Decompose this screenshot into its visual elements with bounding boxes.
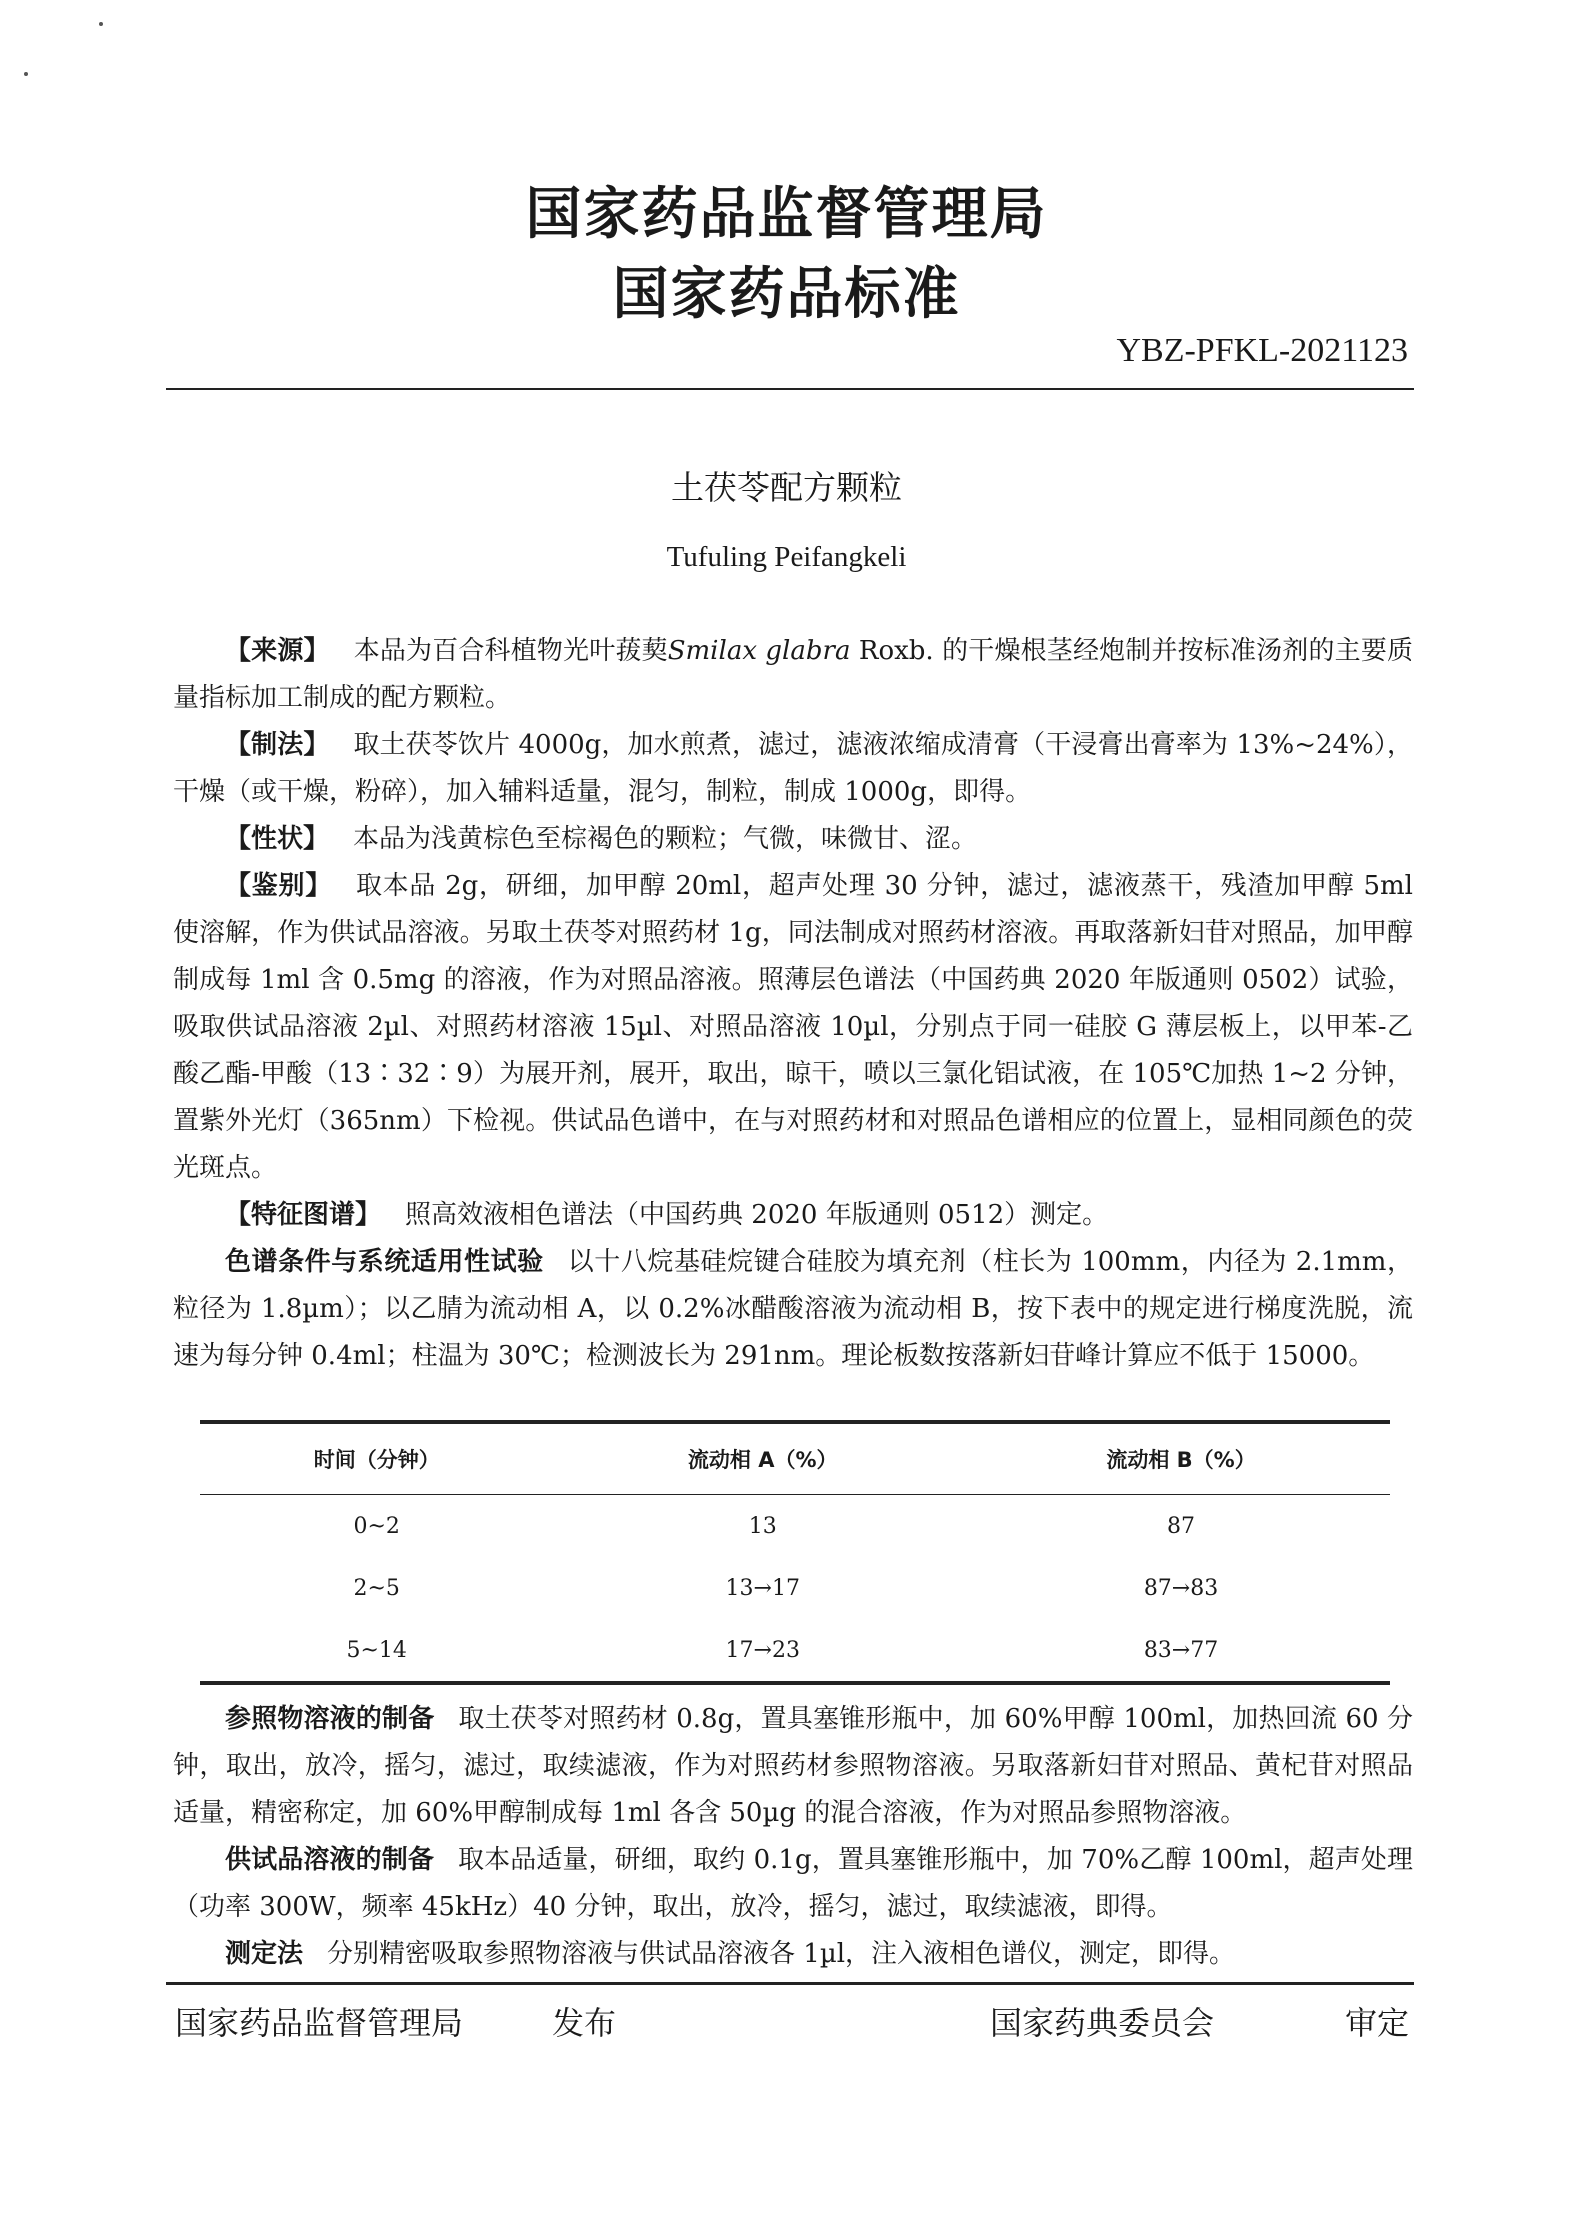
characteristics-label: 【性状】 (225, 824, 330, 854)
chromatography-label: 色谱条件与系统适用性试验 (225, 1247, 544, 1277)
document-number: YBZ-PFKL-2021123 (1116, 332, 1408, 369)
table-row (200, 1495, 1390, 1558)
table-row (200, 1619, 1390, 1683)
fingerprint-text: 照高效液相色谱法（中国药典 2020 年版通则 0512）测定。 (405, 1200, 1109, 1230)
footer-issuer: 国家药品监督管理局 (175, 2004, 464, 2042)
source-label: 【来源】 (225, 636, 330, 666)
method-label: 测定法 (225, 1939, 304, 1969)
preparation-text: 取土茯苓饮片 4000g，加水煎煮，滤过，滤液浓缩成清膏（干浸膏出膏率为 13%~24%），干燥（或干燥，粉碎），加入辅料适量，混匀，制粒，制成 1000g，即得。 (173, 730, 1413, 807)
table-cell: 5~14 (200, 1619, 553, 1683)
identification-label: 【鉴别】 (225, 871, 332, 901)
reference-paragraph (173, 1696, 1413, 1837)
preparation-label: 【制法】 (225, 730, 330, 760)
source-paragraph (173, 628, 1413, 722)
product-name-en: Tufuling Peifangkeli (666, 541, 907, 573)
agency-title: 国家药品监督管理局 (525, 182, 1048, 247)
scan-speck (99, 22, 103, 26)
preparation-paragraph (173, 722, 1413, 816)
reference-text: 取土茯苓对照药材 0.8g，置具塞锥形瓶中，加 60%甲醇 100ml，加热回流 60 分钟，取出，放冷，摇匀，滤过，取续滤液，作为对照药材参照物溶液。另取落新妇苷对照品、黄杞苷对照品适量，精密称定，加 60%甲醇制成每 1ml 各含 50µg 的混合溶液，作为对照品参照物溶液。 (173, 1704, 1413, 1828)
method-text: 分别精密吸取参照物溶液与供试品溶液各 1µl，注入液相色谱仪，测定，即得。 (327, 1939, 1236, 1969)
source-latin-name: Smilax glabra (667, 636, 851, 666)
sample-text: 取本品适量，研细，取约 0.1g，置具塞锥形瓶中，加 70%乙醇 100ml，超声处理（功率 300W，频率 45kHz）40 分钟，取出，放冷，摇匀，滤过，取续滤液，即得。 (173, 1845, 1413, 1922)
fingerprint-paragraph (173, 1192, 1413, 1239)
table-cell: 13 (748, 1513, 777, 1539)
table-cell: 0~2 (353, 1513, 400, 1539)
characteristics-text: 本品为浅黄棕色至棕褐色的颗粒；气微，味微甘、涩。 (353, 824, 978, 854)
standard-body-continued (173, 1696, 1413, 1978)
document-type-title: 国家药品标准 (612, 262, 961, 327)
sample-label: 供试品溶液的制备 (225, 1845, 434, 1875)
table-header-row (200, 1422, 1390, 1495)
table-cell: 83→77 (972, 1619, 1390, 1683)
table-row (200, 1557, 1390, 1619)
sample-paragraph (173, 1837, 1413, 1931)
identification-paragraph (173, 863, 1413, 1192)
header-rule (166, 388, 1414, 390)
scan-speck (24, 72, 28, 76)
table-header-phase-a: 流动相 A（%） (553, 1422, 972, 1495)
gradient-table-wrapper (200, 1420, 1390, 1685)
footer-issue-action: 发布 (552, 2004, 617, 2042)
footer-review-action: 审定 (1345, 2004, 1410, 2042)
chromatography-text: 以十八烷基硅烷键合硅胶为填充剂（柱长为 100mm，内径为 2.1mm，粒径为 1.8µm）；以乙腈为流动相 A，以 0.2%冰醋酸溶液为流动相 B，按下表中的规定进行梯度洗脱，流速为每分钟 0.4ml；柱温为 30℃；检测波长为 291nm。理论板数按落新妇苷峰计算应不低于 15000。 (173, 1247, 1413, 1371)
chromatography-paragraph (173, 1239, 1413, 1380)
table-header-time: 时间（分钟） (200, 1422, 553, 1495)
standard-body (173, 628, 1413, 1380)
method-paragraph (173, 1931, 1413, 1978)
table-header-phase-b: 流动相 B（%） (972, 1422, 1390, 1495)
fingerprint-label: 【特征图谱】 (225, 1200, 382, 1230)
product-name-cn: 土茯苓配方颗粒 (671, 468, 902, 507)
gradient-table (200, 1420, 1390, 1685)
table-cell: 17→23 (553, 1619, 972, 1683)
footer-rule (166, 1982, 1414, 1985)
reference-label: 参照物溶液的制备 (225, 1704, 435, 1734)
table-cell: 87 (1167, 1513, 1196, 1539)
characteristics-paragraph (173, 816, 1413, 863)
table-cell: 87→83 (1143, 1575, 1219, 1601)
table-cell: 2~5 (353, 1575, 400, 1601)
source-text-post: Roxb. 的干燥根茎经炮制并按标准汤剂的主要质量指标加工制成的配方颗粒。 (173, 636, 1413, 713)
identification-text: 取本品 2g，研细，加甲醇 20ml，超声处理 30 分钟，滤过，滤液蒸干，残渣加甲醇 5ml 使溶解，作为供试品溶液。另取土茯苓对照药材 1g，同法制成对照药材溶液。再取落新妇苷对照品，加甲醇制成每 1ml 含 0.5mg 的溶液，作为对照品溶液。照薄层色谱法（中国药典 2020 年版通则 0502）试验，吸取供试品溶液 2µl、对照药材溶液 15µl、对照品溶液 10µl，分别点于同一硅胶 G 薄层板上，以甲苯-乙酸乙酯-甲酸（13∶32∶9）为展开剂，展开，取出，晾干，喷以三氯化铝试液，在 105℃加热 1~2 分钟，置紫外光灯（365nm）下检视。供试品色谱中，在与对照药材和对照品色谱相应的位置上，显相同颜色的荧光斑点。 (173, 871, 1413, 1183)
table-cell: 13→17 (725, 1575, 800, 1601)
source-text-pre: 本品为百合科植物光叶菝葜 (353, 636, 668, 666)
footer-reviewer: 国家药典委员会 (990, 2004, 1215, 2042)
